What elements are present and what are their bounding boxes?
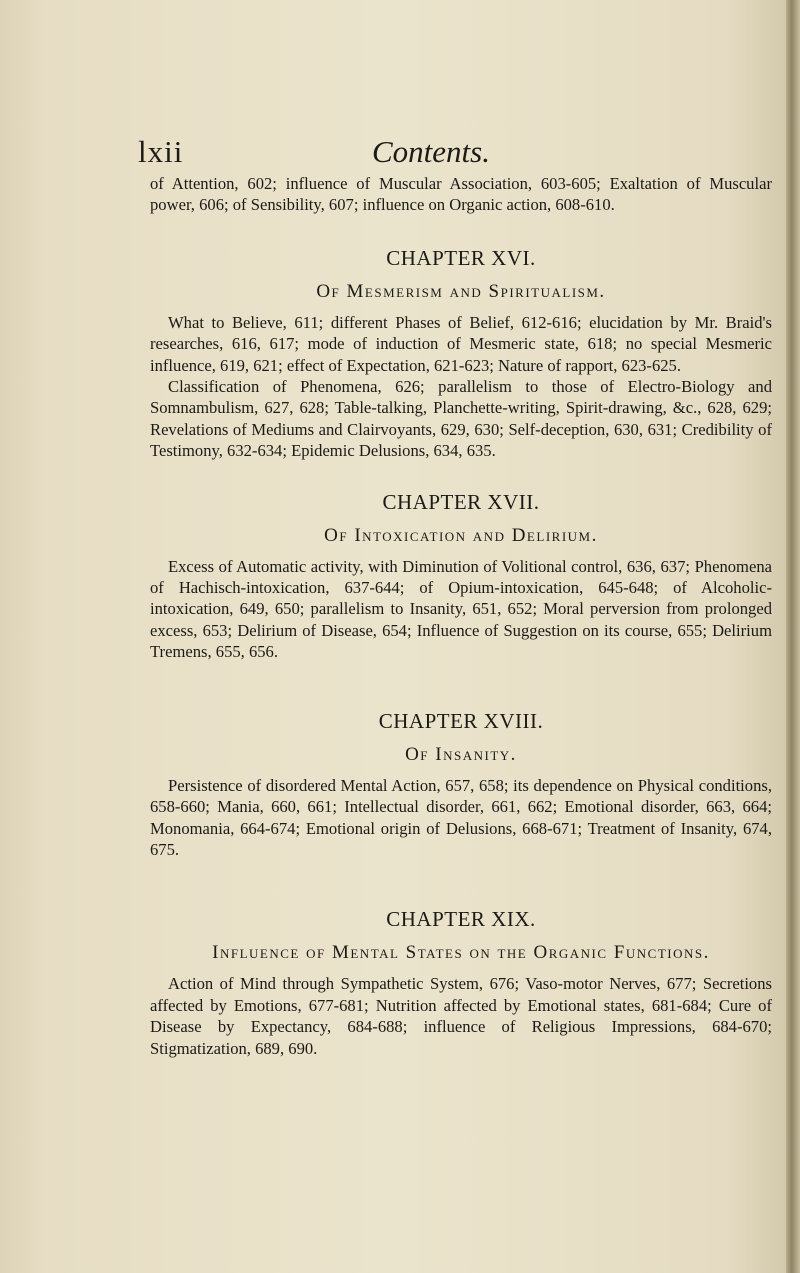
contents-body (150, 173, 772, 1059)
chapter-heading: CHAPTER XVI. (386, 245, 536, 270)
chapter-heading: CHAPTER XVII. (382, 489, 540, 514)
intro-paragraph: of Attention, 602; influence of Muscular Association, 603-605; Exaltation of Muscular power, 606; of Sensibility, 607; influence on Organic action, 608-610. (150, 174, 772, 215)
chapter-xviii (150, 708, 772, 861)
chapter-heading: CHAPTER XIX. (386, 907, 536, 932)
chapter-paragraph: Persistence of disordered Mental Action, 657, 658; its dependence on Physical conditions, 658-660; Mania, 660, 661; Intellectual disorder, 661, 662; Emotional disorder, 663, 664; Monomania, 664-674; Emotional origin of Delusions, 668-671; Treatment of Insanity, 674, 675. (150, 775, 772, 859)
chapter-paragraph: Action of Mind through Sympathetic System, 676; Vaso-motor Nerves, 677; Secretions affected by Emotions, 677-681; Nutrition affected by Emotional states, 681-684; Cure of Disease by Expectancy, 684-688; influence of Religious Impressions, 684-670; Stigmatization, 689, 690. (150, 974, 772, 1058)
chapter-xix (150, 906, 772, 1059)
chapter-title: Of Intoxication and Delirium. (324, 524, 598, 546)
page-number: lxii (138, 134, 184, 169)
page-header (0, 134, 790, 174)
chapter-heading: CHAPTER XVIII. (378, 708, 544, 733)
chapter-paragraph: Excess of Automatic activity, with Diminution of Volitional control, 636, 637; Phenomena of Hachisch-intoxication, 637-644; of Opium-intoxication, 645-648; of Alcoholic-intoxication, 649, 650; parallelism to Insanity, 651, 652; Moral perversion from prolonged excess, 653; Delirium of Disease, 654; Influence of Suggestion on its course, 655; Delirium Tremens, 655, 656. (150, 556, 772, 662)
chapter-xvii (150, 489, 772, 663)
chapter-title: Of Mesmerism and Spiritualism. (316, 280, 606, 302)
chapter-xvi (150, 245, 772, 462)
book-spine-edge (786, 0, 800, 1273)
chapter-title: Influence of Mental States on the Organic Functions. (212, 942, 710, 964)
chapter-paragraph: Classification of Phenomena, 626; parallelism to those of Electro-Biology and Somnambulism, 627, 628; Table-talking, Planchette-writing, Spirit-drawing, &c., 628, 629; Revelations of Mediums and Clairvoyants, 629, 630; Self-deception, 630, 631; Credibility of Testimony, 632-634; Epidemic Delusions, 634, 635. (150, 377, 772, 461)
running-title: Contents. (372, 134, 490, 169)
chapter-paragraph: What to Believe, 611; different Phases of Belief, 612-616; elucidation by Mr. Braid's researches, 616, 617; mode of induction of Mesmeric state, 618; no special Mesmeric influence, 619, 621; effect of Expectation, 621-623; Nature of rapport, 623-625. (150, 312, 772, 375)
chapter-title: Of Insanity. (405, 743, 517, 765)
